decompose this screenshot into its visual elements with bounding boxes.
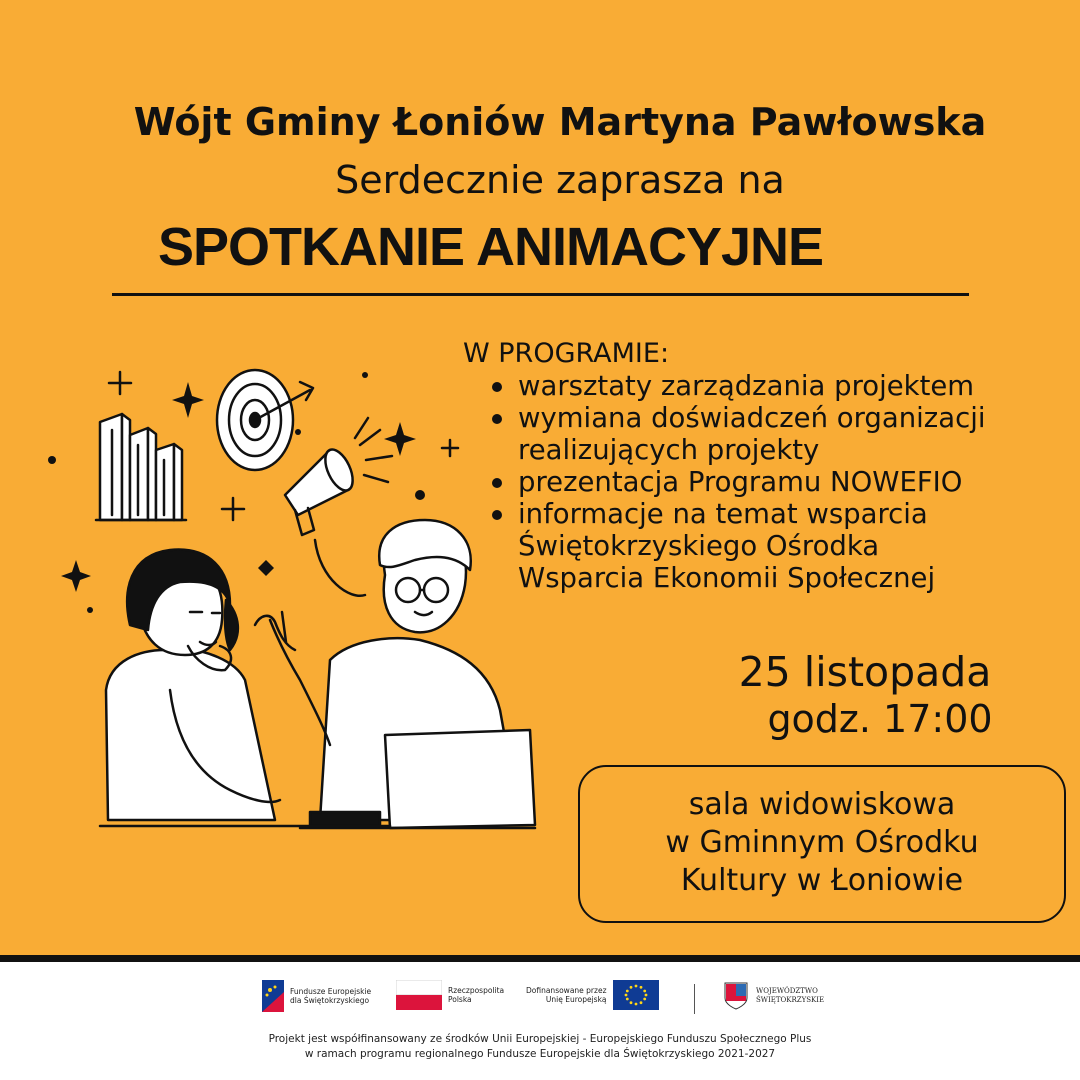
- program-item-line: prezentacja Programu NOWEFIO: [518, 466, 963, 498]
- poster-bottom-border: [0, 955, 1080, 962]
- funding-note-line2: w ramach programu regionalnego Fundusze Europejskie dla Świętokrzyskiego 2021-2027: [304, 1048, 776, 1060]
- event-title: SPOTKANIE ANIMACYJNE: [158, 217, 824, 277]
- eu-flag-icon: [613, 980, 659, 1010]
- invitation-line: Serdecznie zaprasza na: [335, 158, 785, 202]
- fe-logo-icon: [262, 980, 284, 1012]
- plus-icon: [222, 498, 244, 520]
- woman-figure: [106, 550, 280, 820]
- meeting-illustration: [30, 350, 540, 830]
- program-item-line: Świętokrzyskiego Ośrodka: [518, 530, 880, 562]
- fe-logo-line: Fundusze Europejskie: [290, 987, 372, 996]
- sparkle-icon: [61, 560, 91, 592]
- event-date: 25 listopada: [738, 648, 992, 696]
- program-list: [490, 370, 985, 594]
- rp-logo-line: Polska: [448, 995, 472, 1004]
- fe-logo: [262, 980, 371, 1012]
- venue-line: sala widowiskowa: [688, 787, 956, 822]
- title-divider: [112, 293, 969, 296]
- target-icon: [217, 370, 313, 470]
- program-item: [490, 370, 985, 402]
- bar-chart-icon: [96, 414, 186, 520]
- woj-logo-line: ŚWIĘTOKRZYSKIE: [756, 996, 825, 1004]
- logo-divider: [694, 984, 695, 1014]
- funding-note-line1: Projekt jest współfinansowany ze środków Unii Europejskiej - Europejskiego Funduszu Społecznego Plus: [268, 1033, 812, 1045]
- program-item: [490, 466, 985, 498]
- program-item-line: Wsparcia Ekonomii Społecznej: [518, 562, 936, 594]
- program-item-line: realizujących projekty: [518, 434, 820, 466]
- woj-logo: [724, 982, 824, 1010]
- venue-line: w Gminnym Ośrodku: [665, 825, 979, 860]
- poland-flag-icon: [396, 980, 442, 1010]
- footer: [0, 962, 1080, 1080]
- sparkle-icon: [172, 382, 204, 418]
- coat-of-arms-icon: [724, 982, 748, 1010]
- eu-logo: [526, 980, 659, 1010]
- venue-line: Kultury w Łoniowie: [680, 863, 964, 898]
- woj-logo-line: WOJEWÓDZTWO: [756, 987, 818, 995]
- program-item: [490, 498, 985, 594]
- rp-logo: [396, 980, 504, 1010]
- plus-icon: [109, 372, 131, 394]
- program-item-line: warsztaty zarządzania projektem: [518, 370, 975, 402]
- eu-logo-line: Dofinansowane przez: [526, 986, 607, 995]
- event-time: godz. 17:00: [767, 697, 993, 741]
- eu-logo-line: Unię Europejską: [545, 995, 607, 1004]
- program-heading: W PROGRAMIE:: [463, 338, 670, 369]
- venue-box: [578, 765, 1066, 923]
- program-item: [490, 402, 985, 466]
- program-item-line: wymiana doświadczeń organizacji: [518, 402, 986, 434]
- sparkle-icon: [384, 422, 416, 456]
- plus-icon: [442, 440, 458, 456]
- fe-logo-line: dla Świętokrzyskiego: [290, 996, 370, 1005]
- organizer-line: Wójt Gminy Łoniów Martyna Pawłowska: [133, 100, 987, 144]
- rp-logo-line: Rzeczpospolita: [448, 986, 505, 995]
- program-item-line: informacje na temat wsparcia: [518, 498, 928, 530]
- megaphone-icon: [285, 418, 392, 535]
